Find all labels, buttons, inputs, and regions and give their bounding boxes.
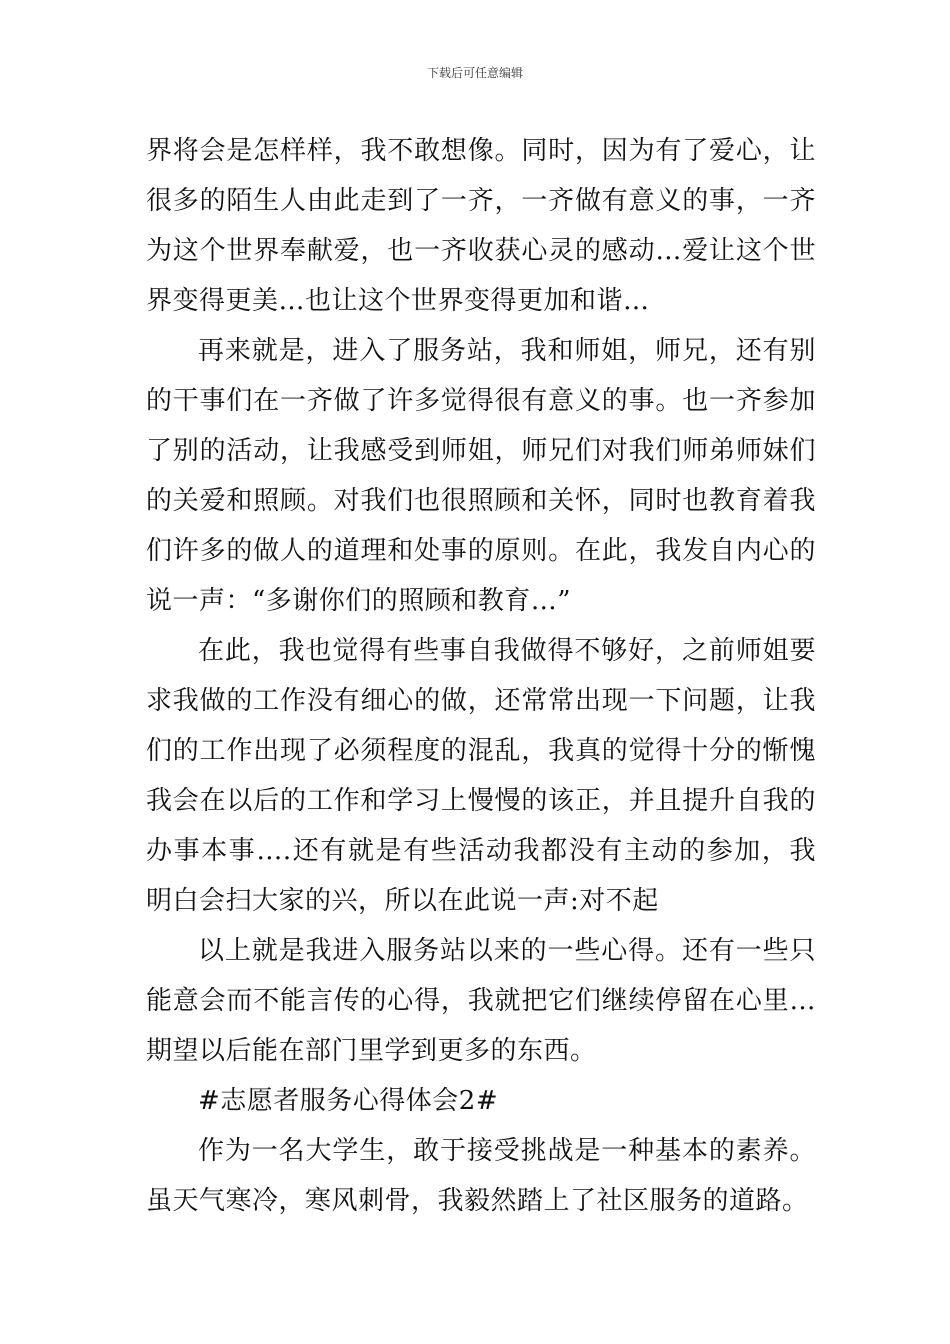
paragraph-new-section: 作为一名大学生，敢于接受挑战是一种基本的素养。虽天气寒冷，寒风刺骨，我毅然踏上了社区服务的道路。 xyxy=(146,1136,816,1216)
section-heading: #志愿者服务心得体会2# xyxy=(198,1086,499,1116)
paragraph-self-reflection: 在此，我也觉得有些事自我做得不够好，之前师姐要求我做的工作没有细心的做，还常常出现一下问题，让我们的工作出现了必须程度的混乱，我真的觉得十分的惭愧我会在以后的工作和学习上慢慢的该正，并且提升自我的办事本事….还有就是有些活动我都没有主动的参加，我明白会扫大家的兴，所以在此说一声:对不起 xyxy=(146,636,816,916)
page-header: 下载后可任意编辑 xyxy=(426,66,523,80)
paragraph-summary: 以上就是我进入服务站以来的一些心得。还有一些只能意会而不能言传的心得，我就把它们继续停留在心里…期望以后能在部门里学到更多的东西。 xyxy=(146,936,816,1066)
paragraph-continuation: 界将会是怎样样，我不敢想像。同时，因为有了爱心，让很多的陌生人由此走到了一齐，一齐做有意义的事，一齐为这个世界奉献爱，也一齐收获心灵的感动…爱让这个世界变得更美…也让这个世界变得更加和谐… xyxy=(146,136,816,316)
document-body xyxy=(146,126,816,1226)
paragraph-service-station: 再来就是，进入了服务站，我和师姐，师兄，还有别的干事们在一齐做了许多觉得很有意义的事。也一齐参加了别的活动，让我感受到师姐，师兄们对我们师弟师妹们的关爱和照顾。对我们也很照顾和关怀，同时也教育着我们许多的做人的道理和处事的原则。在此，我发自内心的说一声：“多谢你们的照顾和教育…” xyxy=(146,336,816,616)
